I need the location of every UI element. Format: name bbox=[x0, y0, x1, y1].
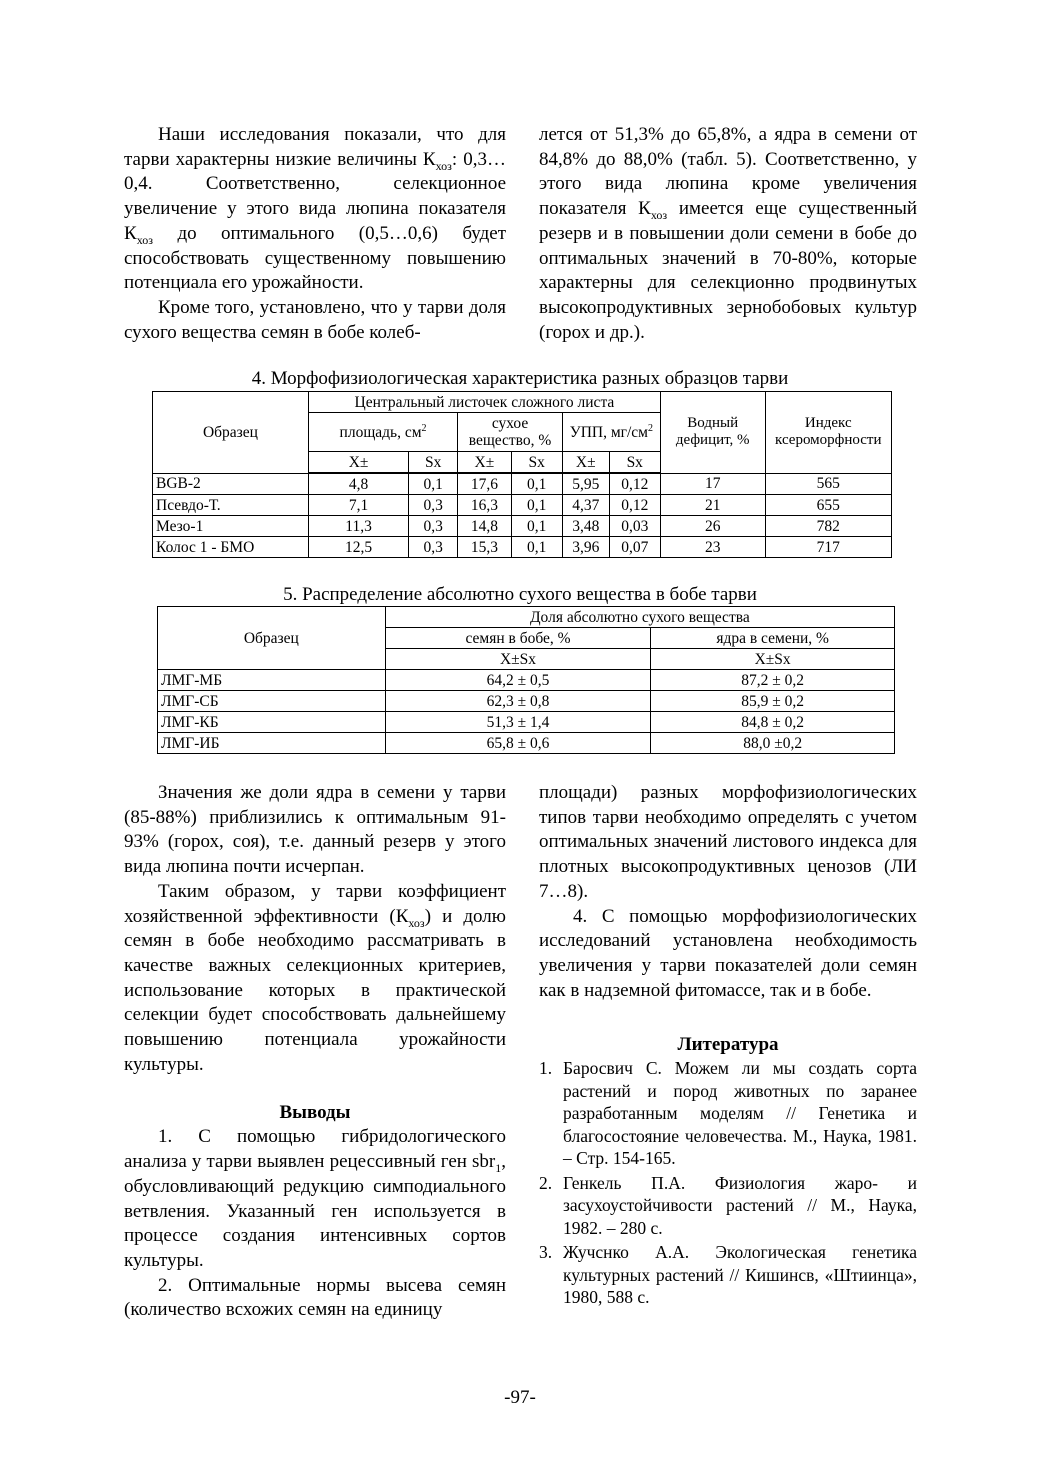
conclusion-2: 2. Оптимальные нормы высева семян (количество всхожих семян на единицу bbox=[124, 1274, 506, 1321]
header-sx: Sx bbox=[511, 452, 562, 474]
paragraph-kernel-share: Значения же доли ядра в семени у тарви (85-88%) приблизились к оптимальным 91-93% (горох, соя), т.е. данный резерв у этого вида люпина почти исчерпан. bbox=[124, 782, 506, 878]
text-column-right-bottom bbox=[539, 781, 917, 1311]
reference-item: 2. Генкель П.А. Физиология жаро- и засухоустойчивости растений // М., Наука, 1982. – 280 с. bbox=[539, 1172, 917, 1238]
conclusions-heading: Выводы bbox=[279, 1102, 351, 1124]
header-dry-matter: сухое вещество, % bbox=[458, 413, 563, 452]
header-x: X± bbox=[562, 452, 609, 474]
paragraph-conclusion-2-cont: площади) разных морфофизиологических типов тарви необходимо определять с учетом оптимальных значений листового индекса для плотных высокопродуктивных ценозов (ЛИ 7…8). bbox=[539, 782, 917, 902]
header-sample: Образец bbox=[158, 607, 386, 670]
table-row: BGB-2 4,8 0,1 17,6 0,1 5,95 0,12 17 565 bbox=[153, 473, 892, 495]
header-xsx: X±Sx bbox=[385, 649, 651, 670]
table4-caption: 4. Морфофизиологическая характеристика разных образцов тарви bbox=[251, 368, 789, 389]
reference-item: 1. Баросвич С. Можем ли мы создать сорта растений и пород животных по заранее разработанным моделям // Генетика и благосостояние человечества. М., Наука, 1981. – Стр. 154-165. bbox=[539, 1058, 917, 1169]
reference-item: 3. Жучснко А.А. Экологическая генетика культурных растений // Кишинсв, «Штиинца», 1980, 588 с. bbox=[539, 1242, 917, 1308]
header-sx: Sx bbox=[609, 452, 660, 474]
header-xsx: X±Sx bbox=[651, 649, 895, 670]
header-dry-share: Доля абсолютно сухого вещества bbox=[385, 607, 894, 628]
table-row: Колос 1 - БМО 12,5 0,3 15,3 0,1 3,96 0,07 23 717 bbox=[153, 537, 892, 558]
reference-list bbox=[539, 1057, 917, 1309]
table-row: Мезо-1 11,3 0,3 14,8 0,1 3,48 0,03 26 782 bbox=[153, 516, 892, 537]
header-sample: Образец bbox=[153, 392, 309, 474]
header-upp: УПП, $мг/см^2$ bbox=[562, 413, 660, 452]
paragraph-summary: Таким образом, у тарви коэффициент хозяйственной эффективности $(К_{хоз})$ и долю семян в бобе необходимо рассматривать в качестве важных селекционных критериев, использование которых в практической селекции будет способствовать дальнейшему повышению потенциала урожайности культуры. bbox=[124, 880, 506, 1075]
conclusion-1: 1. С помощью гибридологического анализа у тарви выявлен рецессивный ген sbr$_1$, обусловливающий редукцию симподиального ветвления. Указанный ген используется в процессе создания интенсивных сортов культуры. bbox=[124, 1126, 506, 1271]
paragraph-research-results: Наши исследования показали, что для тарви характерны низкие величины $К_{хоз}$: 0,3…0,4. Соответственно, селекционное увеличение у этого вида люпина показателя $К_{хоз}$ до оптимального (0,5…0,6) будет способствовать существенному повышению потенциала его урожайности. bbox=[124, 124, 507, 294]
table-row: ЛМГ-МБ 64,2 ± 0,5 87,2 ± 0,2 bbox=[158, 670, 895, 691]
page-number: -97- bbox=[504, 1387, 536, 1408]
header-kernel-in-seed: ядра в семени, % bbox=[651, 628, 895, 649]
header-x: X± bbox=[458, 452, 511, 474]
paragraph-continuation: лется от 51,3% до 65,8%, а ядра в семени от 84,8% до 88,0% (табл. 5). Соответственно, у этого вида люпина кроме увеличения показателя $К_{хоз}$ имеется еще существенный резерв и в повышении доли семени в бобе до оптимальных значений в 70-80%, которые характерны для селекционно продвинутых высокопродуктивных зернобобовых культур (горох и др.). bbox=[539, 124, 918, 343]
table-row: ЛМГ-КБ 51,3 ± 1,4 84,8 ± 0,2 bbox=[158, 712, 895, 733]
text-column-right-top bbox=[539, 123, 917, 345]
header-seeds-in-pod: семян в бобе, % bbox=[385, 628, 651, 649]
conclusion-4: 4. С помощью морфофизиологических исследований установлена необходимость увеличения у тарви показателей доли семян как в надземной фитомассе, так и в бобе. bbox=[539, 905, 917, 1001]
table5-caption: 5. Распределение абсолютно сухого вещества в бобе тарви bbox=[283, 584, 757, 605]
table-row: ЛМГ-ИБ 65,8 ± 0,6 88,0 ±0,2 bbox=[158, 733, 895, 754]
literature-heading: Литература bbox=[677, 1034, 779, 1056]
header-water-deficit: Водный дефицит, % bbox=[660, 392, 765, 474]
header-xero-index: Индекс ксероморфности bbox=[765, 392, 891, 474]
text-column-left-top bbox=[124, 123, 506, 345]
header-central-leaflet: Центральный листочек сложного листа bbox=[308, 392, 660, 413]
header-area: площадь, $см^2$ bbox=[308, 413, 457, 452]
header-x: X± bbox=[308, 452, 408, 474]
paragraph-dry-matter: Кроме того, установлено, что у тарви доля сухого вещества семян в бобе колеб- bbox=[124, 296, 506, 343]
table-row: Псевдо-Т. 7,1 0,3 16,3 0,1 4,37 0,12 21 655 bbox=[153, 495, 892, 516]
table5-dry-matter-distribution bbox=[157, 606, 895, 754]
header-sx: Sx bbox=[409, 452, 458, 474]
table4-morphophysiology bbox=[152, 391, 892, 558]
text-column-left-bottom bbox=[124, 781, 506, 1323]
table-row: ЛМГ-СБ 62,3 ± 0,8 85,9 ± 0,2 bbox=[158, 691, 895, 712]
